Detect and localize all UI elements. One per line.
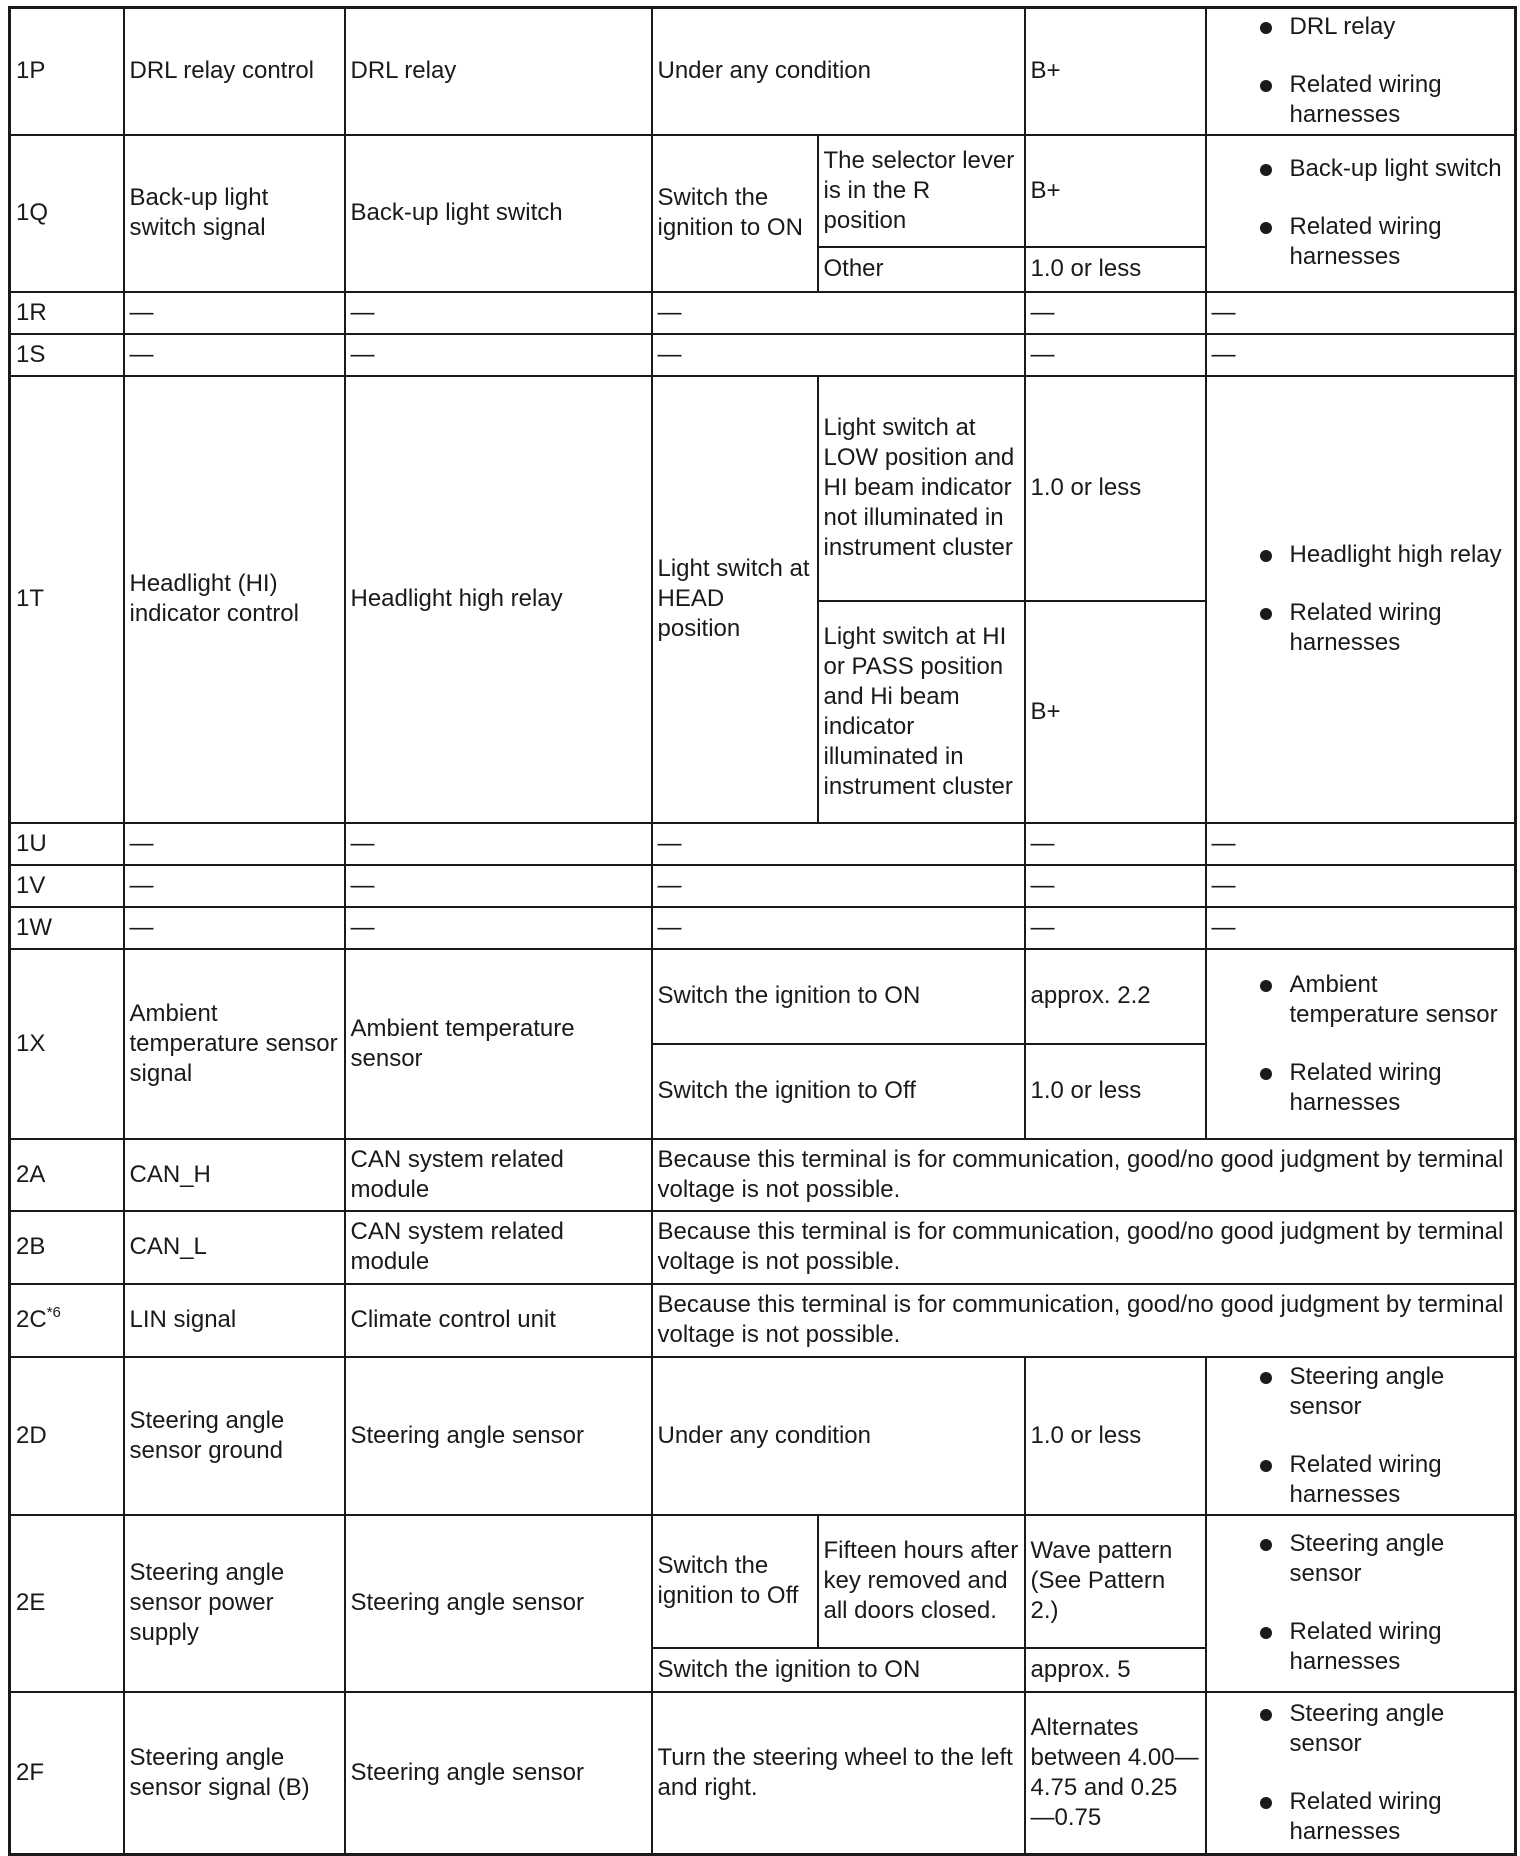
- inspection-item: Ambient temperature sensor: [1232, 970, 1510, 1030]
- connected-to-cell: CAN system related module: [345, 1211, 652, 1284]
- connected-to-cell: —: [345, 907, 652, 949]
- table-row: [10, 135, 1516, 247]
- condition-cell: Under any condition: [652, 1357, 1025, 1515]
- connected-to-cell: —: [345, 823, 652, 865]
- inspection-item: Related wiring harnesses: [1232, 70, 1510, 130]
- table-row: [10, 376, 1516, 601]
- connected-to-cell: Ambient temperature sensor: [345, 949, 652, 1139]
- table-row: [10, 292, 1516, 334]
- connected-to-cell: Steering angle sensor: [345, 1692, 652, 1855]
- table-row: [10, 949, 1516, 1044]
- connected-to-cell: Steering angle sensor: [345, 1515, 652, 1692]
- terminal-voltage-table: [8, 6, 1517, 1856]
- inspection-cell: —: [1206, 907, 1516, 949]
- voltage-cell: —: [1025, 334, 1206, 376]
- condition-cell: Turn the steering wheel to the left and right.: [652, 1692, 1025, 1855]
- signal-cell: DRL relay control: [124, 8, 345, 135]
- signal-cell: —: [124, 823, 345, 865]
- terminal-cell: 1U: [10, 823, 124, 865]
- signal-cell: Headlight (HI) indicator control: [124, 376, 345, 823]
- condition-cell: Switch the ignition to ON: [652, 949, 1025, 1044]
- table-row: [10, 8, 1516, 135]
- condition-cell: —: [652, 292, 1025, 334]
- inspection-cell: [1206, 1692, 1516, 1855]
- table-row: [10, 1515, 1516, 1648]
- table-row: [10, 1357, 1516, 1515]
- inspection-item: Related wiring harnesses: [1232, 1058, 1510, 1118]
- signal-cell: LIN signal: [124, 1284, 345, 1357]
- connected-to-cell: Climate control unit: [345, 1284, 652, 1357]
- signal-cell: —: [124, 292, 345, 334]
- inspection-item: Related wiring harnesses: [1232, 212, 1510, 272]
- terminal-cell: 1X: [10, 949, 124, 1139]
- connected-to-cell: DRL relay: [345, 8, 652, 135]
- condition-cell: —: [652, 823, 1025, 865]
- inspection-cell: —: [1206, 823, 1516, 865]
- voltage-cell: —: [1025, 865, 1206, 907]
- inspection-item: Steering angle sensor: [1232, 1362, 1510, 1422]
- inspection-cell: [1206, 949, 1516, 1139]
- voltage-cell: approx. 2.2: [1025, 949, 1206, 1044]
- table-row: [10, 1211, 1516, 1284]
- voltage-cell: —: [1025, 292, 1206, 334]
- inspection-item: DRL relay: [1232, 12, 1510, 42]
- table-row: [10, 1284, 1516, 1357]
- condition-group-cell: Switch the ignition to Off: [652, 1515, 818, 1648]
- voltage-cell: B+: [1025, 8, 1206, 135]
- inspection-cell: —: [1206, 292, 1516, 334]
- voltage-cell: B+: [1025, 135, 1206, 247]
- voltage-cell: B+: [1025, 601, 1206, 823]
- table-row: [10, 907, 1516, 949]
- terminal-cell: 2D: [10, 1357, 124, 1515]
- terminal-cell: 2A: [10, 1139, 124, 1211]
- inspection-cell: [1206, 135, 1516, 292]
- inspection-cell: [1206, 1357, 1516, 1515]
- signal-cell: —: [124, 865, 345, 907]
- condition-cell: —: [652, 865, 1025, 907]
- signal-cell: Steering angle sensor ground: [124, 1357, 345, 1515]
- terminal-voltage-table-sheet: [8, 6, 1514, 1850]
- voltage-cell: 1.0 or less: [1025, 1044, 1206, 1139]
- voltage-cell: Wave pattern (See Pattern 2.): [1025, 1515, 1206, 1648]
- signal-cell: —: [124, 334, 345, 376]
- terminal-cell: 2F: [10, 1692, 124, 1855]
- terminal-cell: 1W: [10, 907, 124, 949]
- voltage-cell: —: [1025, 907, 1206, 949]
- condition-cell: Under any condition: [652, 8, 1025, 135]
- connected-to-cell: —: [345, 334, 652, 376]
- condition-cell: Light switch at HI or PASS position and Hi beam indicator illuminated in instrument cluster: [818, 601, 1025, 823]
- condition-cell: Switch the ignition to ON: [652, 1648, 1025, 1692]
- inspection-item: Related wiring harnesses: [1232, 1787, 1510, 1847]
- inspection-item: Back-up light switch: [1232, 154, 1510, 184]
- voltage-cell: 1.0 or less: [1025, 247, 1206, 292]
- inspection-item: Steering angle sensor: [1232, 1699, 1510, 1759]
- voltage-cell: 1.0 or less: [1025, 1357, 1206, 1515]
- inspection-item: Related wiring harnesses: [1232, 1617, 1510, 1677]
- terminal-cell: 1P: [10, 8, 124, 135]
- signal-cell: Steering angle sensor signal (B): [124, 1692, 345, 1855]
- connected-to-cell: Headlight high relay: [345, 376, 652, 823]
- condition-group-cell: Switch the ignition to ON: [652, 135, 818, 292]
- terminal-cell: 1S: [10, 334, 124, 376]
- condition-cell: The selector lever is in the R position: [818, 135, 1025, 247]
- communication-note: Because this terminal is for communication, good/no good judgment by terminal voltage is not possible.: [652, 1284, 1516, 1357]
- terminal-footnote-mark: *6: [46, 1304, 61, 1321]
- signal-cell: Back-up light switch signal: [124, 135, 345, 292]
- signal-cell: Ambient temperature sensor signal: [124, 949, 345, 1139]
- terminal-cell: 2B: [10, 1211, 124, 1284]
- inspection-item: Related wiring harnesses: [1232, 1450, 1510, 1510]
- condition-cell: —: [652, 907, 1025, 949]
- inspection-cell: —: [1206, 334, 1516, 376]
- terminal-cell: 2E: [10, 1515, 124, 1692]
- terminal-cell: 1R: [10, 292, 124, 334]
- condition-cell: Fifteen hours after key removed and all doors closed.: [818, 1515, 1025, 1648]
- inspection-cell: —: [1206, 865, 1516, 907]
- terminal-id: 2C: [16, 1306, 47, 1333]
- inspection-cell: [1206, 376, 1516, 823]
- voltage-cell: 1.0 or less: [1025, 376, 1206, 601]
- condition-cell: —: [652, 334, 1025, 376]
- voltage-cell: —: [1025, 823, 1206, 865]
- inspection-item: Headlight high relay: [1232, 540, 1510, 570]
- terminal-cell: 1T: [10, 376, 124, 823]
- connected-to-cell: —: [345, 865, 652, 907]
- communication-note: Because this terminal is for communication, good/no good judgment by terminal voltage is not possible.: [652, 1211, 1516, 1284]
- connected-to-cell: Back-up light switch: [345, 135, 652, 292]
- connected-to-cell: —: [345, 292, 652, 334]
- signal-cell: Steering angle sensor power supply: [124, 1515, 345, 1692]
- terminal-cell: [10, 1284, 124, 1357]
- signal-cell: CAN_H: [124, 1139, 345, 1211]
- terminal-cell: 1Q: [10, 135, 124, 292]
- voltage-cell: approx. 5: [1025, 1648, 1206, 1692]
- inspection-cell: [1206, 8, 1516, 135]
- signal-cell: —: [124, 907, 345, 949]
- connected-to-cell: CAN system related module: [345, 1139, 652, 1211]
- voltage-cell: Alternates between 4.00—4.75 and 0.25—0.75: [1025, 1692, 1206, 1855]
- inspection-cell: [1206, 1515, 1516, 1692]
- communication-note: Because this terminal is for communication, good/no good judgment by terminal voltage is not possible.: [652, 1139, 1516, 1211]
- table-row: [10, 1139, 1516, 1211]
- signal-cell: CAN_L: [124, 1211, 345, 1284]
- condition-group-cell: Light switch at HEAD position: [652, 376, 818, 823]
- inspection-item: Related wiring harnesses: [1232, 598, 1510, 658]
- table-row: [10, 823, 1516, 865]
- condition-cell: Light switch at LOW position and HI beam indicator not illuminated in instrument cluster: [818, 376, 1025, 601]
- condition-cell: Other: [818, 247, 1025, 292]
- table-row: [10, 865, 1516, 907]
- condition-cell: Switch the ignition to Off: [652, 1044, 1025, 1139]
- table-row: [10, 1692, 1516, 1855]
- terminal-cell: 1V: [10, 865, 124, 907]
- table-row: [10, 334, 1516, 376]
- connected-to-cell: Steering angle sensor: [345, 1357, 652, 1515]
- inspection-item: Steering angle sensor: [1232, 1529, 1510, 1589]
